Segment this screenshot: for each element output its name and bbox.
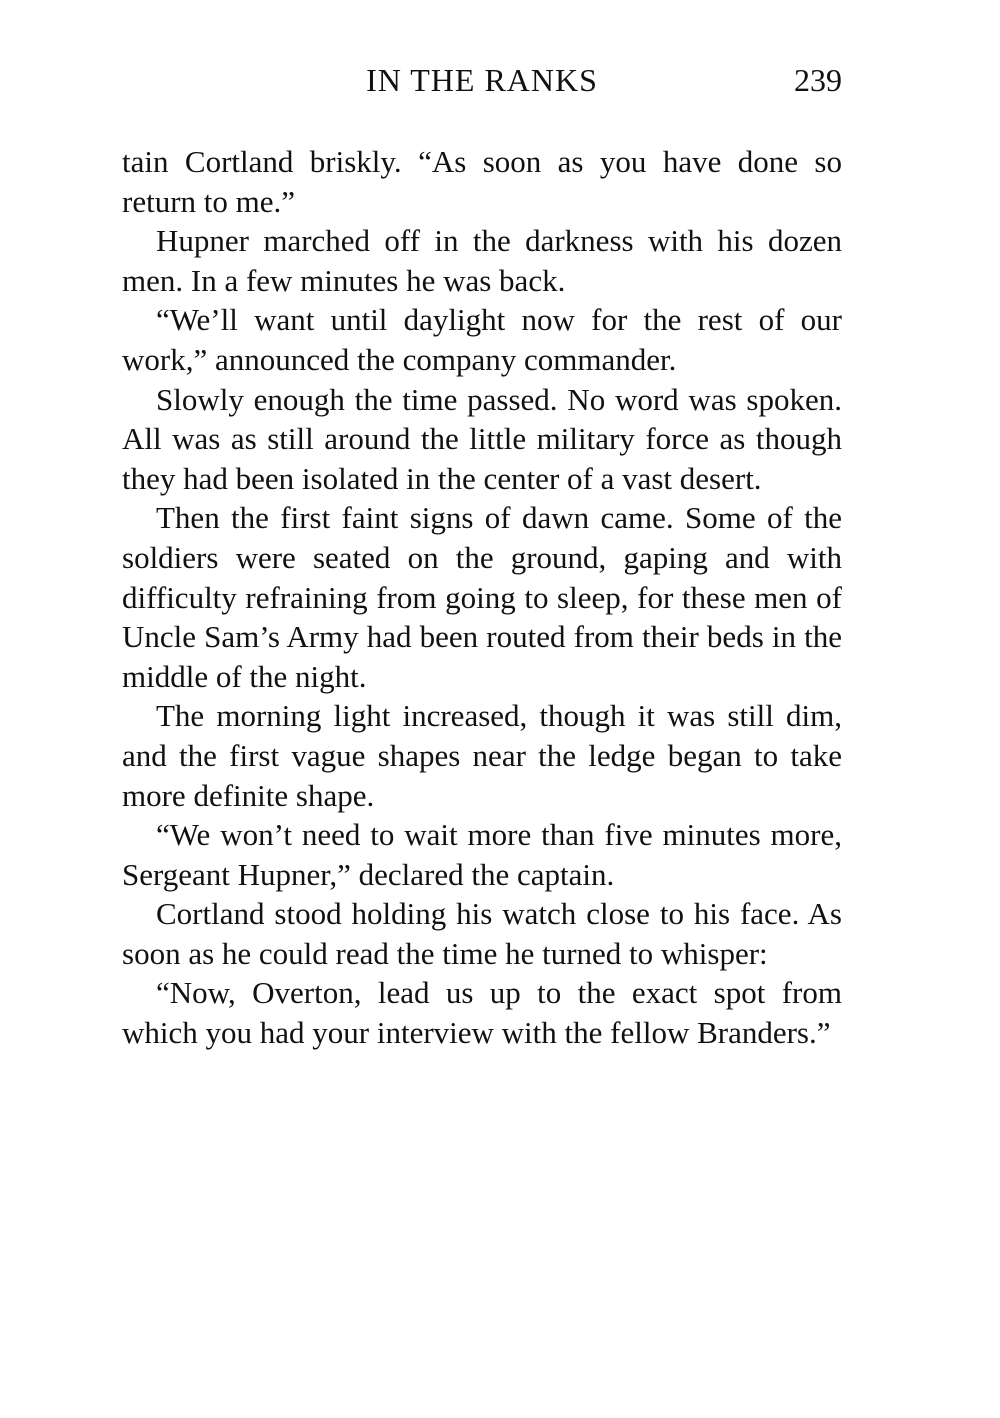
paragraph: The morning light increased, though it was still dim, and the first vague shapes near the ledge began to take more definite shape. bbox=[122, 698, 842, 813]
running-head bbox=[122, 58, 842, 102]
paragraph: “Now, Overton, lead us up to the exact spot from which you had your interview with the fellow Branders.” bbox=[122, 975, 842, 1051]
paragraph: Then the first faint signs of dawn came. Some of the soldiers were seated on the ground, gaping and with difficulty refraining from going to sleep, for these men of Uncle Sam’s Army had been routed from their beds in the middle of the night. bbox=[122, 500, 842, 694]
paragraph: “We won’t need to wait more than five minutes more, Sergeant Hupner,” declared the captain. bbox=[122, 817, 842, 892]
paragraph: “We’ll want until daylight now for the rest of our work,” announced the company commander. bbox=[122, 302, 842, 377]
running-title: IN THE RANKS bbox=[366, 62, 598, 98]
paragraph: Hupner marched off in the darkness with his dozen men. In a few minutes he was back. bbox=[122, 223, 842, 298]
paragraph: tain Cortland briskly. “As soon as you have done so return to me.” bbox=[122, 144, 842, 219]
body-text bbox=[122, 142, 842, 1053]
page-number: 239 bbox=[794, 62, 842, 98]
paragraph: Slowly enough the time passed. No word was spoken. All was as still around the little military force as though they had been isolated in the center of a vast desert. bbox=[122, 381, 842, 496]
paragraph: Cortland stood holding his watch close to his face. As soon as he could read the time he turned to whisper: bbox=[122, 896, 842, 971]
